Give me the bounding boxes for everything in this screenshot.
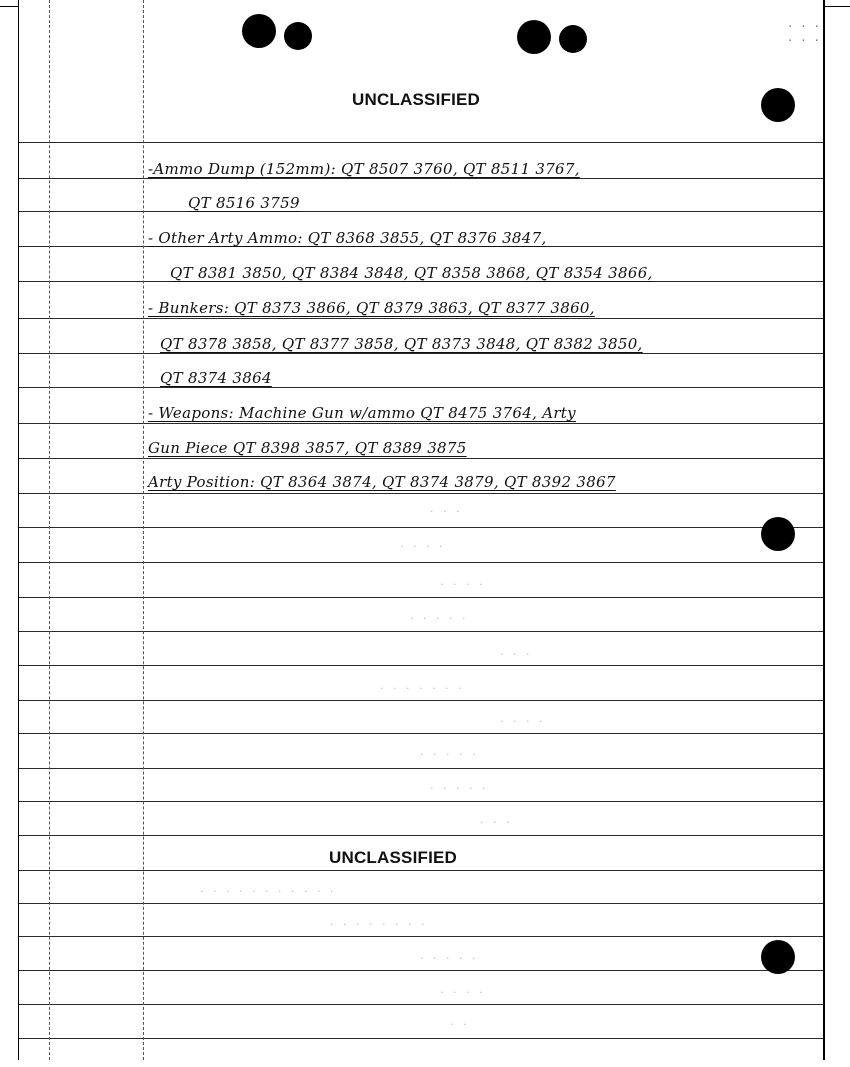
ruled-line	[19, 493, 823, 494]
handwritten-line-other-arty-ammo-cont: QT 8381 3850, QT 8384 3848, QT 8358 3868, QT 8354 3866,	[170, 264, 653, 282]
ruled-line	[19, 387, 823, 388]
ruled-line	[19, 597, 823, 598]
punch-hole	[761, 88, 795, 122]
handwritten-line-other-arty-ammo: - Other Arty Ammo: QT 8368 3855, QT 8376 3847,	[148, 229, 547, 247]
ruled-line	[19, 665, 823, 666]
bleed-through-mark: · · · · · · ·	[380, 682, 465, 695]
ruled-line	[19, 835, 823, 836]
handwritten-line-arty-position: Arty Position: QT 8364 3874, QT 8374 3879, QT 8392 3867	[148, 473, 616, 491]
handwritten-line-bunkers: - Bunkers: QT 8373 3866, QT 8379 3863, QT 8377 3860,	[148, 299, 595, 317]
handwritten-line-bunkers-cont: QT 8378 3858, QT 8377 3858, QT 8373 3848, QT 8382 3850,	[160, 335, 643, 353]
bleed-through-mark: · · · · ·	[420, 748, 479, 761]
ruled-line	[19, 936, 823, 937]
bleed-through-mark: · · ·	[500, 648, 533, 661]
bleed-through-mark: · · · ·	[400, 540, 446, 553]
handwritten-line-bunkers-cont-2: QT 8374 3864	[160, 369, 272, 387]
ruled-line	[19, 211, 823, 212]
handwritten-line-weapons: - Weapons: Machine Gun w/ammo QT 8475 3764, Arty	[148, 404, 576, 422]
bleed-through-mark: · · · · ·	[410, 612, 469, 625]
punch-hole	[517, 20, 551, 54]
bleed-through-mark: · · · · · · · ·	[330, 918, 428, 931]
ruled-line	[19, 1038, 823, 1039]
punch-hole	[559, 25, 587, 53]
document-page	[18, 0, 825, 1060]
classification-marking-top: UNCLASSIFIED	[352, 90, 481, 109]
left-margin-line	[143, 0, 144, 1060]
ruled-line	[19, 527, 823, 528]
bleed-through-mark: · · · · · · · · · · ·	[200, 885, 337, 898]
ruled-line	[19, 1004, 823, 1005]
ruled-line	[19, 142, 823, 143]
left-margin-line	[49, 0, 50, 1060]
punch-hole	[284, 22, 312, 50]
ruled-line	[19, 801, 823, 802]
handwritten-line-weapons-cont: Gun Piece QT 8398 3857, QT 8389 3875	[148, 439, 467, 457]
ruled-line	[19, 870, 823, 871]
bleed-through-mark: · · · · ·	[430, 782, 489, 795]
ruled-line	[19, 631, 823, 632]
bleed-through-mark: · · · · ·	[420, 952, 479, 965]
handwritten-line-ammo-dump: -Ammo Dump (152mm): QT 8507 3760, QT 8511 3767,	[148, 160, 580, 178]
bleed-through-mark: · · ·	[480, 816, 513, 829]
ruled-line	[19, 562, 823, 563]
ruled-line	[19, 458, 823, 459]
ruled-line	[19, 768, 823, 769]
bleed-through-mark: · · · ·	[440, 578, 486, 591]
ruled-line	[19, 353, 823, 354]
ruled-line	[19, 903, 823, 904]
handwritten-line-ammo-dump-cont: QT 8516 3759	[188, 194, 300, 212]
bleed-through-mark: · ·	[450, 1018, 470, 1031]
bleed-through-mark: · · · ·	[500, 715, 546, 728]
ruled-line	[19, 423, 823, 424]
punch-hole	[761, 517, 795, 551]
ruled-line	[19, 700, 823, 701]
ruled-line	[19, 733, 823, 734]
scan-noise-marks: · · · · · ·	[786, 20, 820, 47]
classification-marking-bottom: UNCLASSIFIED	[329, 848, 458, 867]
ruled-line	[19, 970, 823, 971]
punch-hole	[242, 14, 276, 48]
ruled-line	[19, 178, 823, 179]
ruled-line	[19, 318, 823, 319]
bleed-through-mark: · · · ·	[440, 986, 486, 999]
bleed-through-mark: · · ·	[430, 505, 463, 518]
punch-hole	[761, 940, 795, 974]
